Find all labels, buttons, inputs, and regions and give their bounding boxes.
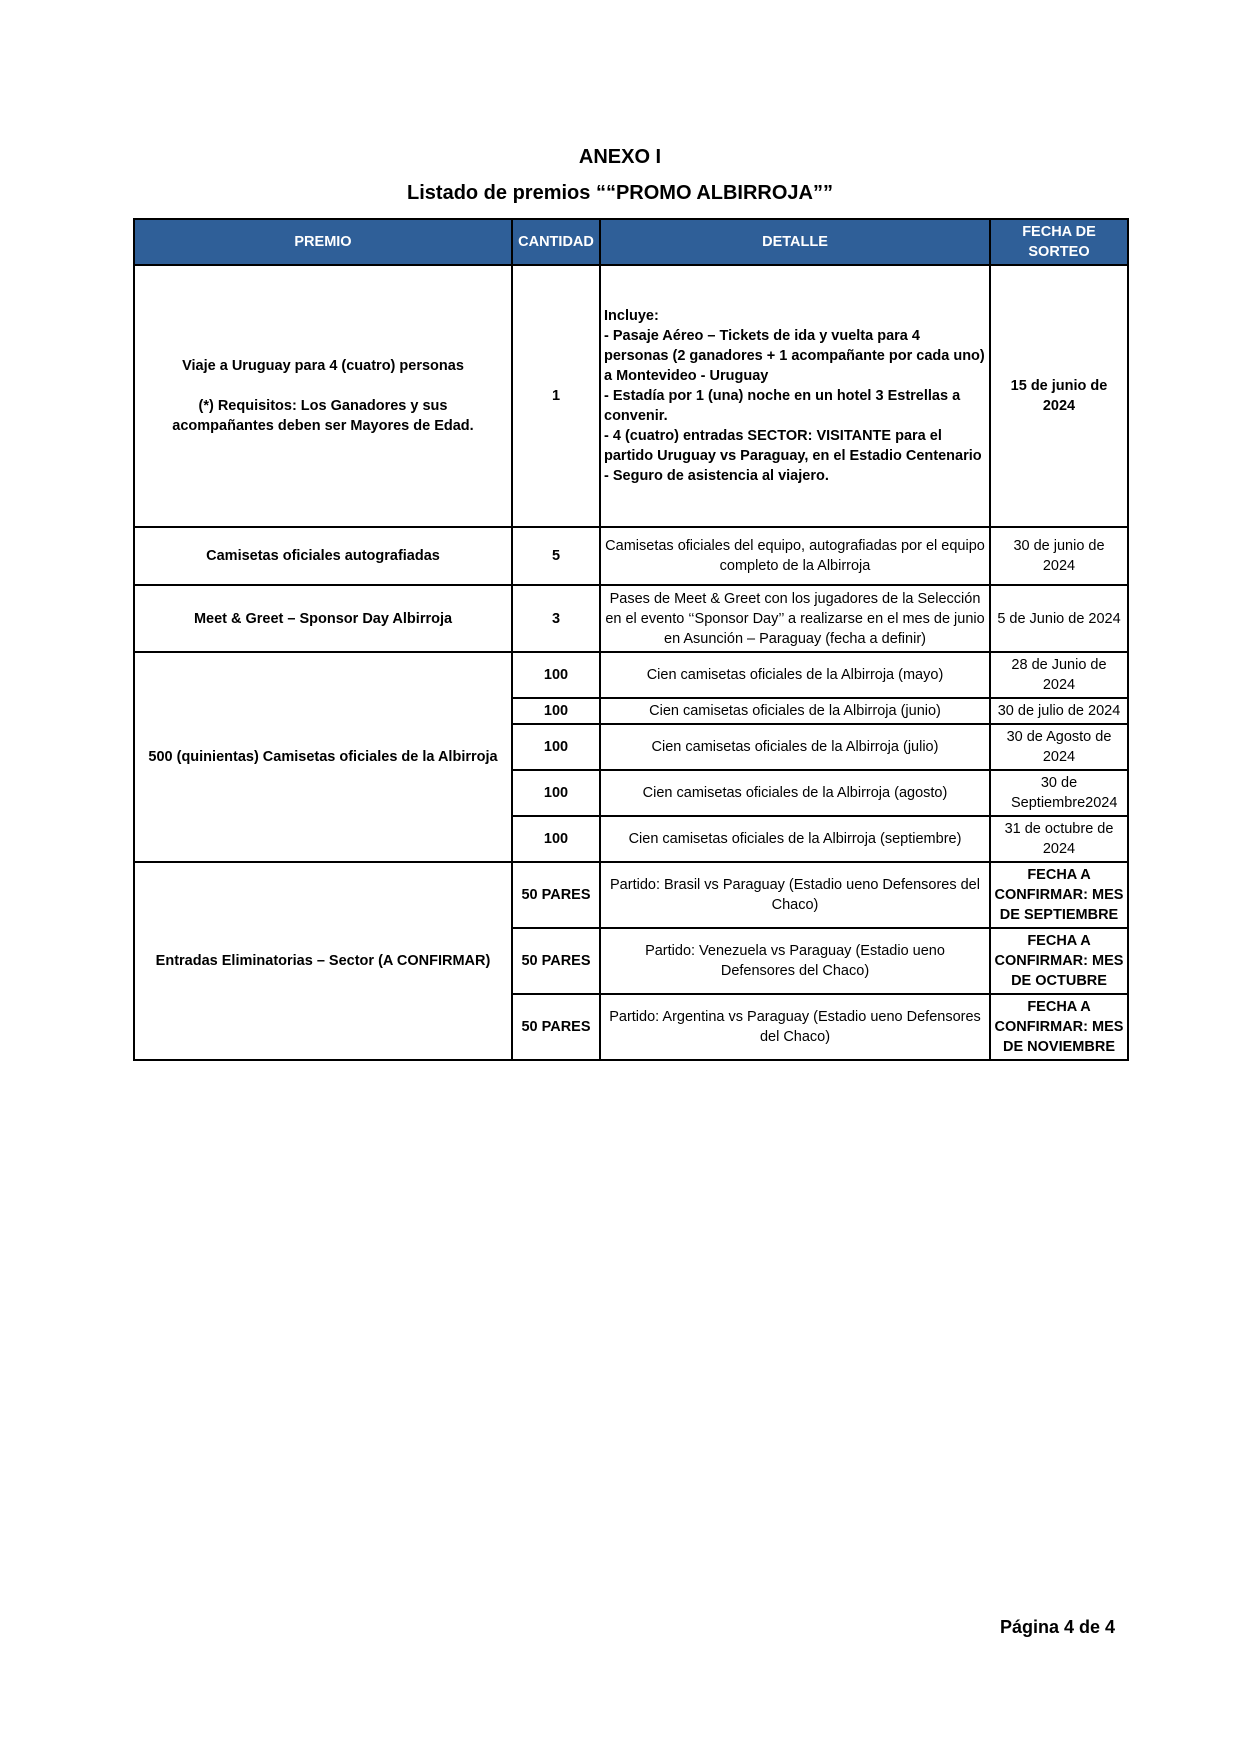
fecha-cell: 30 de julio de 2024 [990, 698, 1128, 724]
fecha-cell: FECHA A CONFIRMAR: MES DE OCTUBRE [990, 928, 1128, 994]
detalle-cell [600, 265, 990, 527]
cantidad-cell: 5 [512, 527, 600, 585]
detalle-cell: Cien camisetas oficiales de la Albirroja (mayo) [600, 652, 990, 698]
prize-table [133, 218, 1129, 1061]
detalle-line: - 4 (cuatro) entradas SECTOR: VISITANTE para el partido Uruguay vs Paraguay, en el Estadio Centenario [604, 428, 982, 464]
header-premio: PREMIO [134, 219, 512, 265]
detalle-cell: Partido: Venezuela vs Paraguay (Estadio ueno Defensores del Chaco) [600, 928, 990, 994]
detalle-cell: Pases de Meet & Greet con los jugadores de la Selección en el evento ‘‘Sponsor Day’’ a realizarse en el mes de junio en Asunción – Paraguay (fecha a definir) [600, 585, 990, 652]
detalle-cell: Cien camisetas oficiales de la Albirroja (julio) [600, 724, 990, 770]
fecha-cell: FECHA A CONFIRMAR: MES DE SEPTIEMBRE [990, 862, 1128, 928]
premio-cell: 500 (quinientas) Camisetas oficiales de la Albirroja [134, 652, 512, 862]
detalle-line: - Pasaje Aéreo – Tickets de ida y vuelta para 4 personas (2 ganadores + 1 acompañante por cada uno) a Montevideo - Uruguay [604, 328, 985, 384]
fecha-cell: FECHA A CONFIRMAR: MES DE NOVIEMBRE [990, 994, 1128, 1060]
detalle-cell: Cien camisetas oficiales de la Albirroja (septiembre) [600, 816, 990, 862]
cantidad-cell: 50 PARES [512, 928, 600, 994]
cantidad-cell: 1 [512, 265, 600, 527]
cantidad-cell: 50 PARES [512, 994, 600, 1060]
header-detalle: DETALLE [600, 219, 990, 265]
page-title: ANEXO I [578, 146, 662, 168]
fecha-cell: 30 de junio de 2024 [990, 527, 1128, 585]
cantidad-cell: 100 [512, 724, 600, 770]
table-row [134, 585, 1128, 652]
table-row [134, 527, 1128, 585]
cantidad-cell: 100 [512, 816, 600, 862]
detalle-line: - Estadía por 1 (una) noche en un hotel 3 Estrellas a convenir. [604, 388, 961, 424]
detalle-cell: Camisetas oficiales del equipo, autografiadas por el equipo completo de la Albirroja [600, 527, 990, 585]
fecha-cell: 15 de junio de 2024 [990, 265, 1128, 527]
table-row [134, 265, 1128, 527]
detalle-cell: Cien camisetas oficiales de la Albirroja (agosto) [600, 770, 990, 816]
cantidad-cell: 100 [512, 770, 600, 816]
detalle-line: Incluye: [604, 308, 659, 324]
cantidad-cell: 50 PARES [512, 862, 600, 928]
detalle-cell: Partido: Argentina vs Paraguay (Estadio ueno Defensores del Chaco) [600, 994, 990, 1060]
fecha-cell: 30 de Agosto de 2024 [990, 724, 1128, 770]
premio-requirements: (*) Requisitos: Los Ganadores y sus acompañantes deben ser Mayores de Edad. [172, 398, 474, 434]
premio-cell: Entradas Eliminatorias – Sector (A CONFIRMAR) [134, 862, 512, 1060]
premio-cell [134, 265, 512, 527]
header-fecha: FECHA DE SORTEO [990, 219, 1128, 265]
detalle-cell: Partido: Brasil vs Paraguay (Estadio ueno Defensores del Chaco) [600, 862, 990, 928]
page-subtitle: Listado de premios ““PROMO ALBIRROJA”” [407, 182, 833, 204]
premio-text: Viaje a Uruguay para 4 (cuatro) personas [182, 358, 464, 374]
premio-cell: Camisetas oficiales autografiadas [134, 527, 512, 585]
table-header-row [134, 219, 1128, 265]
table-row [134, 862, 1128, 928]
cantidad-cell: 100 [512, 652, 600, 698]
fecha-cell: 28 de Junio de 2024 [990, 652, 1128, 698]
cantidad-cell: 3 [512, 585, 600, 652]
detalle-line: - Seguro de asistencia al viajero. [604, 468, 829, 484]
header-cantidad: CANTIDAD [512, 219, 600, 265]
page-number: Página 4 de 4 [1000, 1617, 1116, 1637]
table-row [134, 652, 1128, 698]
fecha-cell: 31 de octubre de 2024 [990, 816, 1128, 862]
cantidad-cell: 100 [512, 698, 600, 724]
premio-cell: Meet & Greet – Sponsor Day Albirroja [134, 585, 512, 652]
fecha-cell: 5 de Junio de 2024 [990, 585, 1128, 652]
detalle-cell: Cien camisetas oficiales de la Albirroja (junio) [600, 698, 990, 724]
fecha-cell: 30 de Septiembre2024 [990, 770, 1128, 816]
